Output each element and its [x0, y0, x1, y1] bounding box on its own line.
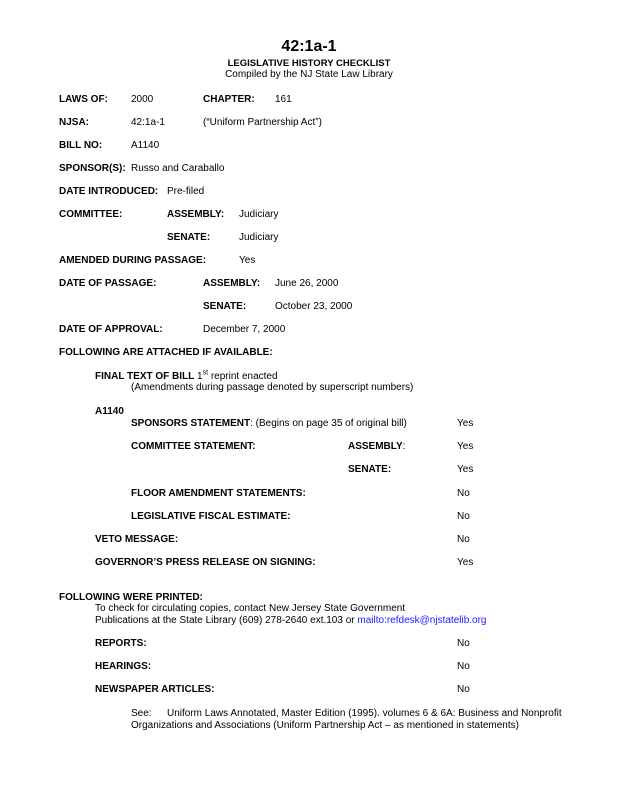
floor-amend-value: No: [457, 488, 470, 499]
date-introduced-label: DATE INTRODUCED:: [59, 186, 159, 197]
reports-value: No: [457, 638, 470, 649]
approval-value: December 7, 2000: [203, 324, 286, 335]
date-introduced-value: Pre-filed: [167, 186, 205, 197]
bill-no-value: A1140: [131, 140, 160, 151]
printed-heading: FOLLOWING WERE PRINTED:: [59, 592, 203, 603]
committee-stmt-assembly-value: Yes: [457, 441, 474, 452]
newspaper-value: No: [457, 684, 470, 695]
chapter-value: 161: [275, 94, 292, 105]
committee-assembly-value: Judiciary: [239, 209, 279, 220]
final-text-num: 1: [197, 371, 203, 382]
committee-stmt-assembly: [348, 441, 405, 453]
sponsors-stmt-line: [131, 418, 407, 430]
laws-of-value: 2000: [131, 94, 154, 105]
see-line1: Uniform Laws Annotated, Master Edition (1995). volumes 6 & 6A: Business and Nonprofit: [167, 708, 562, 719]
printed-line2-text: Publications at the State Library (609) 278-2640 ext.103 or: [95, 615, 358, 626]
committee-stmt-assembly-colon: :: [402, 441, 406, 452]
floor-amend-label: FLOOR AMENDMENT STATEMENTS:: [131, 488, 306, 499]
amended-value: Yes: [239, 255, 256, 266]
committee-senate-label: SENATE:: [167, 232, 211, 243]
final-text-note: (Amendments during passage denoted by superscript numbers): [131, 382, 414, 393]
email-link[interactable]: mailto:refdesk@njstatelib.org: [357, 615, 487, 626]
passage-senate-value: October 23, 2000: [275, 301, 353, 312]
passage-senate-label: SENATE:: [203, 301, 247, 312]
laws-of-label: LAWS OF:: [59, 94, 108, 105]
bill-no-label: BILL NO:: [59, 140, 103, 151]
sponsors-stmt-value: Yes: [457, 418, 474, 429]
passage-assembly-label: ASSEMBLY:: [203, 278, 261, 289]
see-line2: Organizations and Associations (Uniform Partnership Act – as mentioned in statements): [131, 720, 519, 731]
chapter-label: CHAPTER:: [203, 94, 255, 105]
sponsors-stmt-note: : (Begins on page 35 of original bill): [250, 418, 407, 429]
approval-label: DATE OF APPROVAL:: [59, 324, 163, 335]
newspaper-label: NEWSPAPER ARTICLES:: [95, 684, 215, 695]
sponsors-label: SPONSOR(S):: [59, 163, 126, 174]
hearings-label: HEARINGS:: [95, 661, 152, 672]
committee-stmt-senate-value: Yes: [457, 464, 474, 475]
njsa-value: 42:1a-1: [131, 117, 165, 128]
page-title: 42:1a-1: [281, 38, 337, 55]
printed-line2: [95, 615, 487, 627]
committee-stmt-label: COMMITTEE STATEMENT:: [131, 441, 256, 452]
press-label: GOVERNOR’S PRESS RELEASE ON SIGNING:: [95, 557, 316, 568]
njsa-label: NJSA:: [59, 117, 90, 128]
hearings-value: No: [457, 661, 470, 672]
page-subtitle: LEGISLATIVE HISTORY CHECKLIST: [227, 58, 391, 69]
printed-line1: To check for circulating copies, contact New Jersey State Government: [95, 603, 406, 614]
committee-stmt-assembly-label: ASSEMBLY: [348, 441, 403, 452]
sponsors-value: Russo and Caraballo: [131, 163, 225, 174]
njsa-name: (“Uniform Partnership Act”): [203, 117, 322, 128]
fiscal-label: LEGISLATIVE FISCAL ESTIMATE:: [131, 511, 291, 522]
final-text-value: reprint enacted: [210, 371, 278, 382]
passage-assembly-value: June 26, 2000: [275, 278, 339, 289]
committee-label: COMMITTEE:: [59, 209, 123, 220]
compiled-by: Compiled by the NJ State Law Library: [225, 69, 393, 80]
committee-senate-value: Judiciary: [239, 232, 279, 243]
veto-value: No: [457, 534, 470, 545]
reports-label: REPORTS:: [95, 638, 147, 649]
veto-label: VETO MESSAGE:: [95, 534, 179, 545]
passage-label: DATE OF PASSAGE:: [59, 278, 157, 289]
bill-ref: A1140: [95, 406, 124, 417]
attached-heading: FOLLOWING ARE ATTACHED IF AVAILABLE:: [59, 347, 273, 358]
committee-assembly-label: ASSEMBLY:: [167, 209, 225, 220]
see-label: See:: [131, 708, 152, 719]
amended-label: AMENDED DURING PASSAGE:: [59, 255, 207, 266]
committee-stmt-senate-label: SENATE:: [348, 464, 392, 475]
sponsors-stmt-label: SPONSORS STATEMENT: [131, 418, 251, 429]
final-text-label: FINAL TEXT OF BILL: [95, 371, 195, 382]
fiscal-value: No: [457, 511, 470, 522]
final-text-sup: st: [202, 369, 209, 377]
press-value: Yes: [457, 557, 474, 568]
